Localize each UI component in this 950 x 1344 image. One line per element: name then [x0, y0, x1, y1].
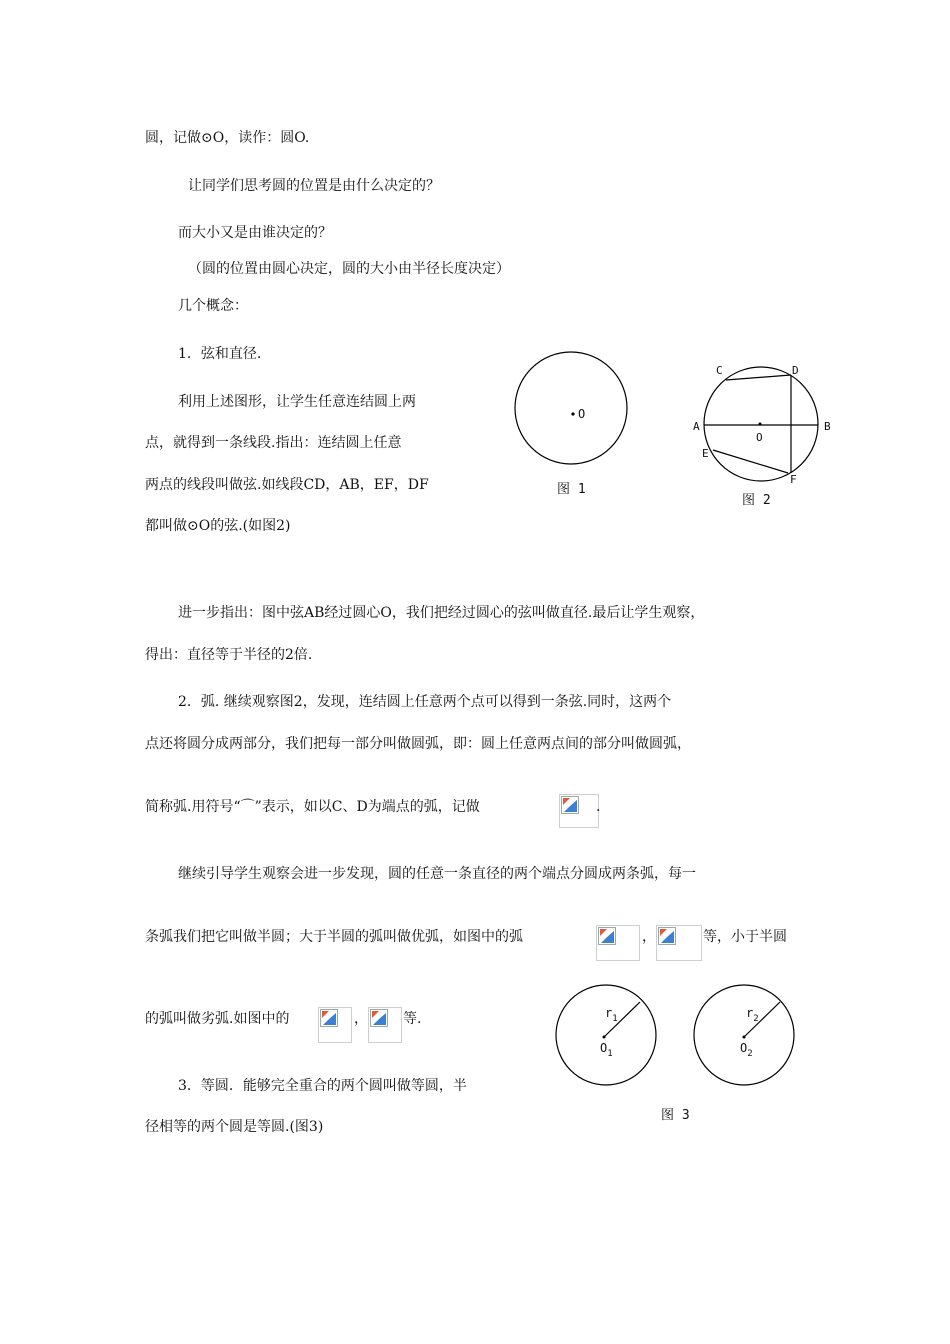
figure-1-outline: [515, 352, 627, 464]
paragraph-arcs-line-2-comma: ，: [642, 929, 656, 945]
broken-image-icon: [320, 1009, 338, 1027]
paragraph-diameter-line-1: 进一步指出：图中弦AB经过圆心O，我们把经过圆心的弦叫做直径.最后让学生观察，: [178, 605, 705, 621]
section-2-line-2: 点还将圆分成两部分，我们把每一部分叫做圆弧，即：圆上任意两点间的部分叫做圆弧，: [145, 736, 691, 752]
figure-3-equal-circles: [548, 980, 810, 1125]
section-1-line-4: 都叫做⊙O的弦.(如图2): [145, 518, 291, 534]
section-1-title: 1．弦和直径.: [178, 346, 262, 362]
label-c: C: [716, 364, 723, 377]
section-1-line-3: 两点的线段叫做弦.如线段CD，AB，EF，DF: [145, 477, 429, 493]
figure-1-center-label: O: [578, 407, 586, 421]
minor-arc-image-1: [318, 1007, 352, 1043]
figure-2-chords: [690, 355, 840, 510]
paragraph-arcs-line-3-comma: ，: [354, 1011, 368, 1027]
label-o: O: [756, 431, 763, 444]
broken-image-icon: [561, 796, 579, 814]
paragraph-concepts-heading: 几个概念：: [178, 298, 248, 314]
chord-cd: [726, 375, 791, 380]
figure-1-circle: [505, 345, 635, 500]
paragraph-answer: （圆的位置由圆心决定，圆的大小由半径长度决定）: [188, 261, 510, 277]
paragraph-circle-notation: 圆，记做⊙O，读作：圆O.: [145, 130, 310, 146]
paragraph-arcs-line-2-a: 条弧我们把它叫做半圆；大于半圆的弧叫做优弧，如图中的弧: [145, 929, 523, 945]
section-1-line-2: 点，就得到一条线段.指出：连结圆上任意: [145, 435, 402, 451]
figure-2-caption: 图 2: [742, 493, 771, 508]
figure-3-right-center-label: $O_2$: [740, 1041, 753, 1059]
label-e: E: [702, 447, 709, 460]
arc-cd-image: [559, 794, 599, 828]
broken-image-icon: [370, 1009, 388, 1027]
figure-2-center-dot: [759, 423, 762, 426]
figure-1-caption: 图 1: [557, 482, 586, 497]
paragraph-diameter-line-2: 得出：直径等于半径的2倍.: [145, 647, 313, 663]
figure-3-left-radius-label: $r_1$: [605, 1006, 618, 1024]
label-f: F: [790, 473, 797, 486]
figure-3-caption: 图 3: [661, 1108, 690, 1123]
section-2-line-3-period: .: [596, 799, 601, 815]
section-3-line-1: 3．等圆．能够完全重合的两个圆叫做等圆，半: [178, 1078, 467, 1094]
paragraph-arcs-line-3-c: 等.: [403, 1011, 422, 1027]
figure-3-left-center: [603, 1036, 606, 1039]
section-2-line-3: [145, 797, 480, 817]
figure-3-right-center: [743, 1036, 746, 1039]
section-1-line-1: 利用上述图形，让学生任意连结圆上两: [178, 394, 416, 410]
section-2-line-1: 2．弧. 继续观察图2，发现，连结圆上任意两个点可以得到一条弦.同时，这两个: [178, 694, 672, 710]
section-3-line-2: 径相等的两个圆是等圆.(图3): [145, 1119, 324, 1135]
chord-ef: [713, 450, 788, 473]
figure-3-right-circle: [694, 985, 794, 1085]
broken-image-icon: [598, 927, 616, 945]
label-d: D: [792, 364, 799, 377]
figure-1-center-dot: [571, 412, 574, 415]
paragraph-arcs-line-1: 继续引导学生观察会进一步发现，圆的任意一条直径的两个端点分圆成两条弧，每一: [178, 866, 696, 882]
major-arc-image-2: [656, 925, 702, 961]
minor-arc-image-2: [368, 1007, 402, 1043]
paragraph-arcs-line-2-c: 等，小于半圆: [703, 929, 787, 945]
figure-3-right-radius-label: $r_2$: [746, 1006, 759, 1024]
paragraph-position-question: 让同学们思考圆的位置是由什么决定的？: [188, 178, 440, 194]
section-2-line-3-text: 简称弧.用符号“⌒”表示，如以C、D为端点的弧，记做: [145, 799, 480, 815]
label-b: B: [824, 420, 831, 433]
major-arc-image-1: [596, 925, 640, 961]
broken-image-icon: [658, 927, 676, 945]
figure-3-left-center-label: $O_1$: [600, 1041, 613, 1059]
paragraph-size-question: 而大小又是由谁决定的？: [178, 225, 332, 241]
paragraph-arcs-line-3-a: 的弧叫做劣弧.如图中的: [145, 1011, 290, 1027]
label-a: A: [693, 420, 700, 433]
